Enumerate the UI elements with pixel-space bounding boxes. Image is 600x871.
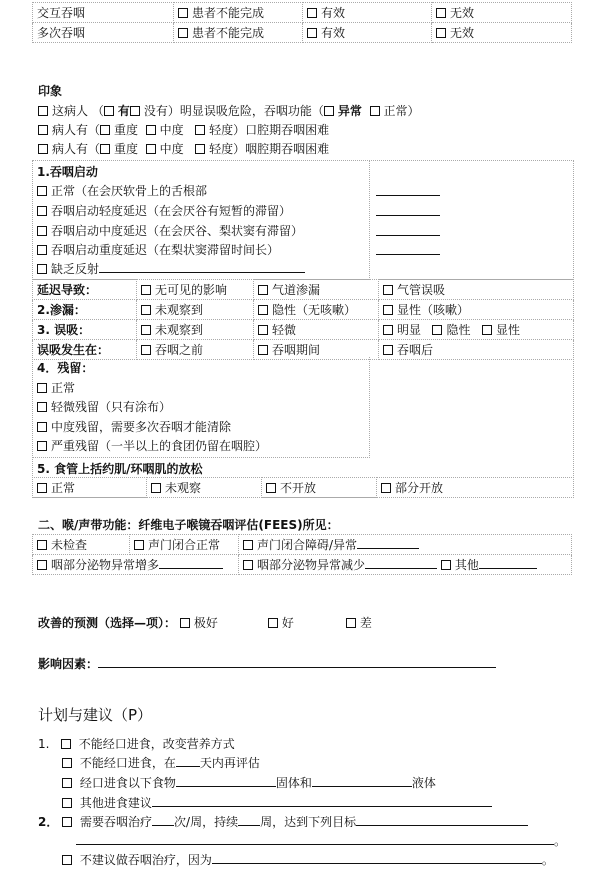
section-swallow-onset: [33, 161, 370, 280]
checkbox[interactable]: [178, 8, 188, 18]
option-label: 有效: [321, 6, 346, 20]
blank-line[interactable]: [365, 568, 437, 569]
fees-table: [32, 534, 572, 575]
checkbox[interactable]: [37, 245, 47, 255]
checkbox[interactable]: [141, 285, 151, 295]
checkbox[interactable]: [37, 226, 47, 236]
checkbox[interactable]: [180, 618, 190, 628]
checkbox[interactable]: [37, 422, 47, 432]
checkbox[interactable]: [441, 560, 451, 570]
checkbox[interactable]: [37, 560, 47, 570]
checkbox[interactable]: [266, 483, 276, 493]
checkbox[interactable]: [141, 305, 151, 315]
list-item: 轻微残留（只有涂布）: [37, 398, 171, 415]
prognosis-row: 改善的预测（选择—项）： 极好 好 差: [38, 616, 372, 630]
impression-title: 印象: [38, 84, 63, 98]
checkbox[interactable]: [151, 483, 161, 493]
checkbox[interactable]: [346, 618, 356, 628]
checkbox[interactable]: [178, 28, 188, 38]
options-table: [32, 279, 574, 360]
checkbox[interactable]: [62, 778, 72, 788]
blank-line[interactable]: [376, 235, 440, 236]
checkbox[interactable]: [268, 618, 278, 628]
checkbox[interactable]: [258, 325, 268, 335]
table-row: 2.渗漏： 未观察到 隐性（无咳嗽） 显性（咳嗽）: [33, 300, 574, 320]
checkbox[interactable]: [307, 28, 317, 38]
factors-row: [38, 655, 496, 672]
impression-line-1: 这病人 （ 有 没有）明显误吸危险，吞咽功能（ 异常 正常）: [38, 102, 420, 119]
checkbox[interactable]: [134, 540, 144, 550]
table-row: 咽部分泌物异常增多 咽部分泌物异常减少 其他: [33, 555, 572, 575]
checkbox[interactable]: [482, 325, 492, 335]
blank-line[interactable]: [238, 825, 260, 826]
checkbox[interactable]: [38, 125, 48, 135]
checkbox[interactable]: [37, 540, 47, 550]
checkbox[interactable]: [258, 305, 268, 315]
checkbox[interactable]: [37, 402, 47, 412]
section5-table: [32, 477, 574, 498]
blank-line[interactable]: [152, 825, 174, 826]
section1-blanks: [370, 161, 573, 280]
table-row: [33, 3, 572, 23]
checkbox[interactable]: [146, 144, 156, 154]
table-row: 未检查 声门闭合正常 声门闭合障碍/异常: [33, 535, 572, 555]
option-label: 患者不能完成: [192, 6, 265, 20]
blank-line[interactable]: [76, 844, 554, 845]
checkbox[interactable]: [38, 144, 48, 154]
list-item: 吞咽启动轻度延迟（在会厌谷有短暂的滞留）: [37, 202, 291, 219]
row-label: 延迟导致：: [33, 280, 137, 300]
checkbox[interactable]: [243, 540, 253, 550]
row-label: 误吸发生在：: [33, 340, 137, 360]
checkbox[interactable]: [243, 560, 253, 570]
checkbox[interactable]: [195, 125, 205, 135]
section-residue: [33, 357, 370, 458]
blank-line[interactable]: [212, 863, 542, 864]
checkbox[interactable]: [436, 28, 446, 38]
table-row: 误吸发生在： 吞咽之前 吞咽期间 吞咽后: [33, 340, 574, 360]
section-title: 5. 食管上括约肌/环咽肌的放松: [37, 462, 203, 476]
checkbox[interactable]: [38, 106, 48, 116]
checkbox[interactable]: [62, 817, 72, 827]
checkbox[interactable]: [37, 441, 47, 451]
checkbox[interactable]: [62, 758, 72, 768]
plan-item-2b: 。: [76, 832, 566, 849]
checkbox[interactable]: [307, 8, 317, 18]
plan-item-2c: 不建议做吞咽治疗，因为 。: [62, 851, 554, 868]
section-title: 4．残留：: [37, 361, 94, 375]
table-row: [33, 23, 572, 43]
row-label: 2.渗漏：: [33, 300, 137, 320]
impression-line-2: 病人有（ 重度 中度 轻度）口腔期吞咽困难: [38, 121, 329, 138]
list-item: 正常: [37, 379, 75, 396]
blank-line[interactable]: [159, 568, 223, 569]
checkbox[interactable]: [383, 305, 393, 315]
checkbox[interactable]: [130, 106, 140, 116]
blank-line[interactable]: [376, 195, 440, 196]
checkbox[interactable]: [141, 345, 151, 355]
list-item: 缺乏反射: [37, 260, 305, 277]
blank-line[interactable]: [376, 254, 440, 255]
list-item: 中度残留，需要多次吞咽才能清除: [37, 418, 231, 435]
row-label: 交互吞咽: [33, 3, 174, 23]
option-label: 无效: [450, 6, 475, 20]
checkbox[interactable]: [37, 186, 47, 196]
factors-label: 影响因素：: [38, 657, 99, 671]
option-label: 有效: [321, 26, 346, 40]
option-label: 无效: [450, 26, 475, 40]
list-item: 吞咽启动重度延迟（在梨状窦滞留时间长）: [37, 241, 279, 258]
prognosis-label: 改善的预测（选择—项）：: [38, 616, 177, 630]
checkbox[interactable]: [61, 739, 71, 749]
plan-item-1c: 经口进食以下食物 固体和 液体: [62, 774, 436, 791]
assessment-grid: [32, 160, 574, 498]
checkbox[interactable]: [37, 206, 47, 216]
table-row: 正常 未观察 不开放 部分开放: [33, 478, 574, 498]
checkbox[interactable]: [37, 383, 47, 393]
table-row: 3. 误吸： 未观察到 轻微 明显 隐性 显性: [33, 320, 574, 340]
checkbox[interactable]: [383, 285, 393, 295]
checkbox[interactable]: [146, 125, 156, 135]
fees-title: 二、喉/声带功能：纤维电子喉镜吞咽评估(FEES)所见：: [38, 518, 339, 532]
list-item: 吞咽启动中度延迟（在会厌谷、梨状窦有滞留）: [37, 222, 303, 239]
row-label: 多次吞咽: [33, 23, 174, 43]
blank-line[interactable]: [152, 806, 492, 807]
option-label: 患者不能完成: [192, 26, 265, 40]
checkbox[interactable]: [432, 325, 442, 335]
checkbox[interactable]: [37, 483, 47, 493]
top-table: [32, 2, 572, 43]
checkbox[interactable]: [62, 798, 72, 808]
plan-item-2a: 2． 需要吞咽治疗 次/周，持续 周，达到下列目标: [38, 813, 528, 830]
blank-line[interactable]: [357, 548, 419, 549]
table-row: 延迟导致： 无可见的影响 气道渗漏 气管误吸: [33, 280, 574, 300]
checkbox[interactable]: [100, 125, 110, 135]
blank-line[interactable]: [356, 825, 528, 826]
checkbox[interactable]: [100, 144, 110, 154]
row-label: 3. 误吸：: [33, 320, 137, 340]
checkbox[interactable]: [258, 345, 268, 355]
checkbox[interactable]: [104, 106, 114, 116]
list-item: 严重残留（一半以上的食团仍留在咽腔）: [37, 437, 267, 454]
checkbox[interactable]: [370, 106, 380, 116]
blank-line[interactable]: [98, 667, 496, 668]
blank-line[interactable]: [479, 568, 537, 569]
impression-line-3: 病人有（ 重度 中度 轻度）咽腔期吞咽困难: [38, 140, 329, 157]
checkbox[interactable]: [195, 144, 205, 154]
blank-line[interactable]: [312, 786, 412, 787]
plan-title: 计划与建议（P）: [38, 706, 153, 724]
blank-line[interactable]: [376, 215, 440, 216]
checkbox[interactable]: [324, 106, 334, 116]
list-item: 正常（在会厌软骨上的舌根部: [37, 182, 207, 199]
checkbox[interactable]: [62, 855, 72, 865]
plan-item-1d: 其他进食建议: [62, 794, 492, 811]
checkbox[interactable]: [383, 345, 393, 355]
blank-line[interactable]: [99, 272, 305, 273]
section-title: 1.吞咽启动: [37, 165, 98, 179]
checkbox[interactable]: [381, 483, 391, 493]
checkbox[interactable]: [258, 285, 268, 295]
plan-item-1a: 1. 不能经口进食，改变营养方式: [38, 737, 235, 751]
checkbox[interactable]: [436, 8, 446, 18]
checkbox[interactable]: [37, 264, 47, 274]
blank-line[interactable]: [176, 766, 200, 767]
blank-line[interactable]: [176, 786, 276, 787]
plan-item-1b: 不能经口进食，在 天内再评估: [62, 754, 260, 771]
checkbox[interactable]: [383, 325, 393, 335]
checkbox[interactable]: [141, 325, 151, 335]
